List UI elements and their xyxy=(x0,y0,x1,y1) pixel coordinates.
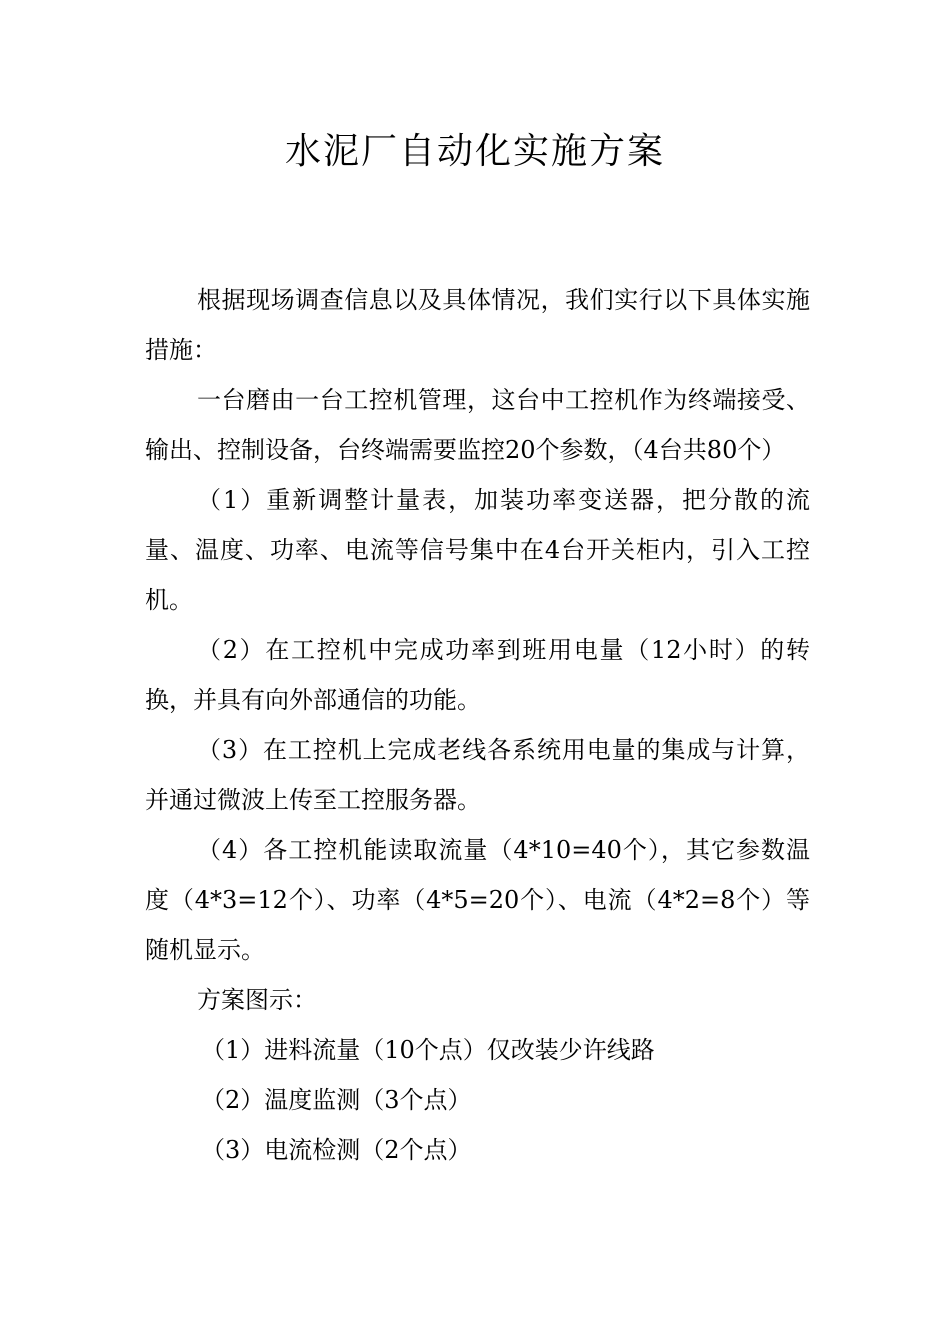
paragraph-step-2: （2）在工控机中完成功率到班用电量（12小时）的转换，并具有向外部通信的功能。 xyxy=(145,636,810,714)
list-item: （3）电流检测（2个点） xyxy=(201,1136,472,1164)
paragraph-step-4: （4）各工控机能读取流量（4*10=40个），其它参数温度（4*3=12个）、功率（4*5=20个）、电流（4*2=8个）等随机显示。 xyxy=(145,836,810,964)
paragraph-diagram-heading: 方案图示： xyxy=(197,986,317,1014)
list-item: （1）进料流量（10个点）仅改装少许线路 xyxy=(201,1036,655,1064)
paragraph-intro: 根据现场调查信息以及具体情况，我们实行以下具体实施措施： xyxy=(145,286,810,364)
document-title: 水泥厂自动化实施方案 xyxy=(284,131,665,172)
paragraph-step-1: （1）重新调整计量表，加装功率变送器，把分散的流量、温度、功率、电流等信号集中在4台开关柜内，引入工控机。 xyxy=(145,486,810,614)
document-body xyxy=(145,275,810,1175)
list-item: （2）温度监测（3个点） xyxy=(201,1086,472,1114)
paragraph-step-3: （3）在工控机上完成老线各系统用电量的集成与计算，并通过微波上传至工控服务器。 xyxy=(145,736,810,814)
paragraph-overview: 一台磨由一台工控机管理，这台中工控机作为终端接受、输出、控制设备，台终端需要监控20个参数，（4台共80个） xyxy=(145,386,810,464)
